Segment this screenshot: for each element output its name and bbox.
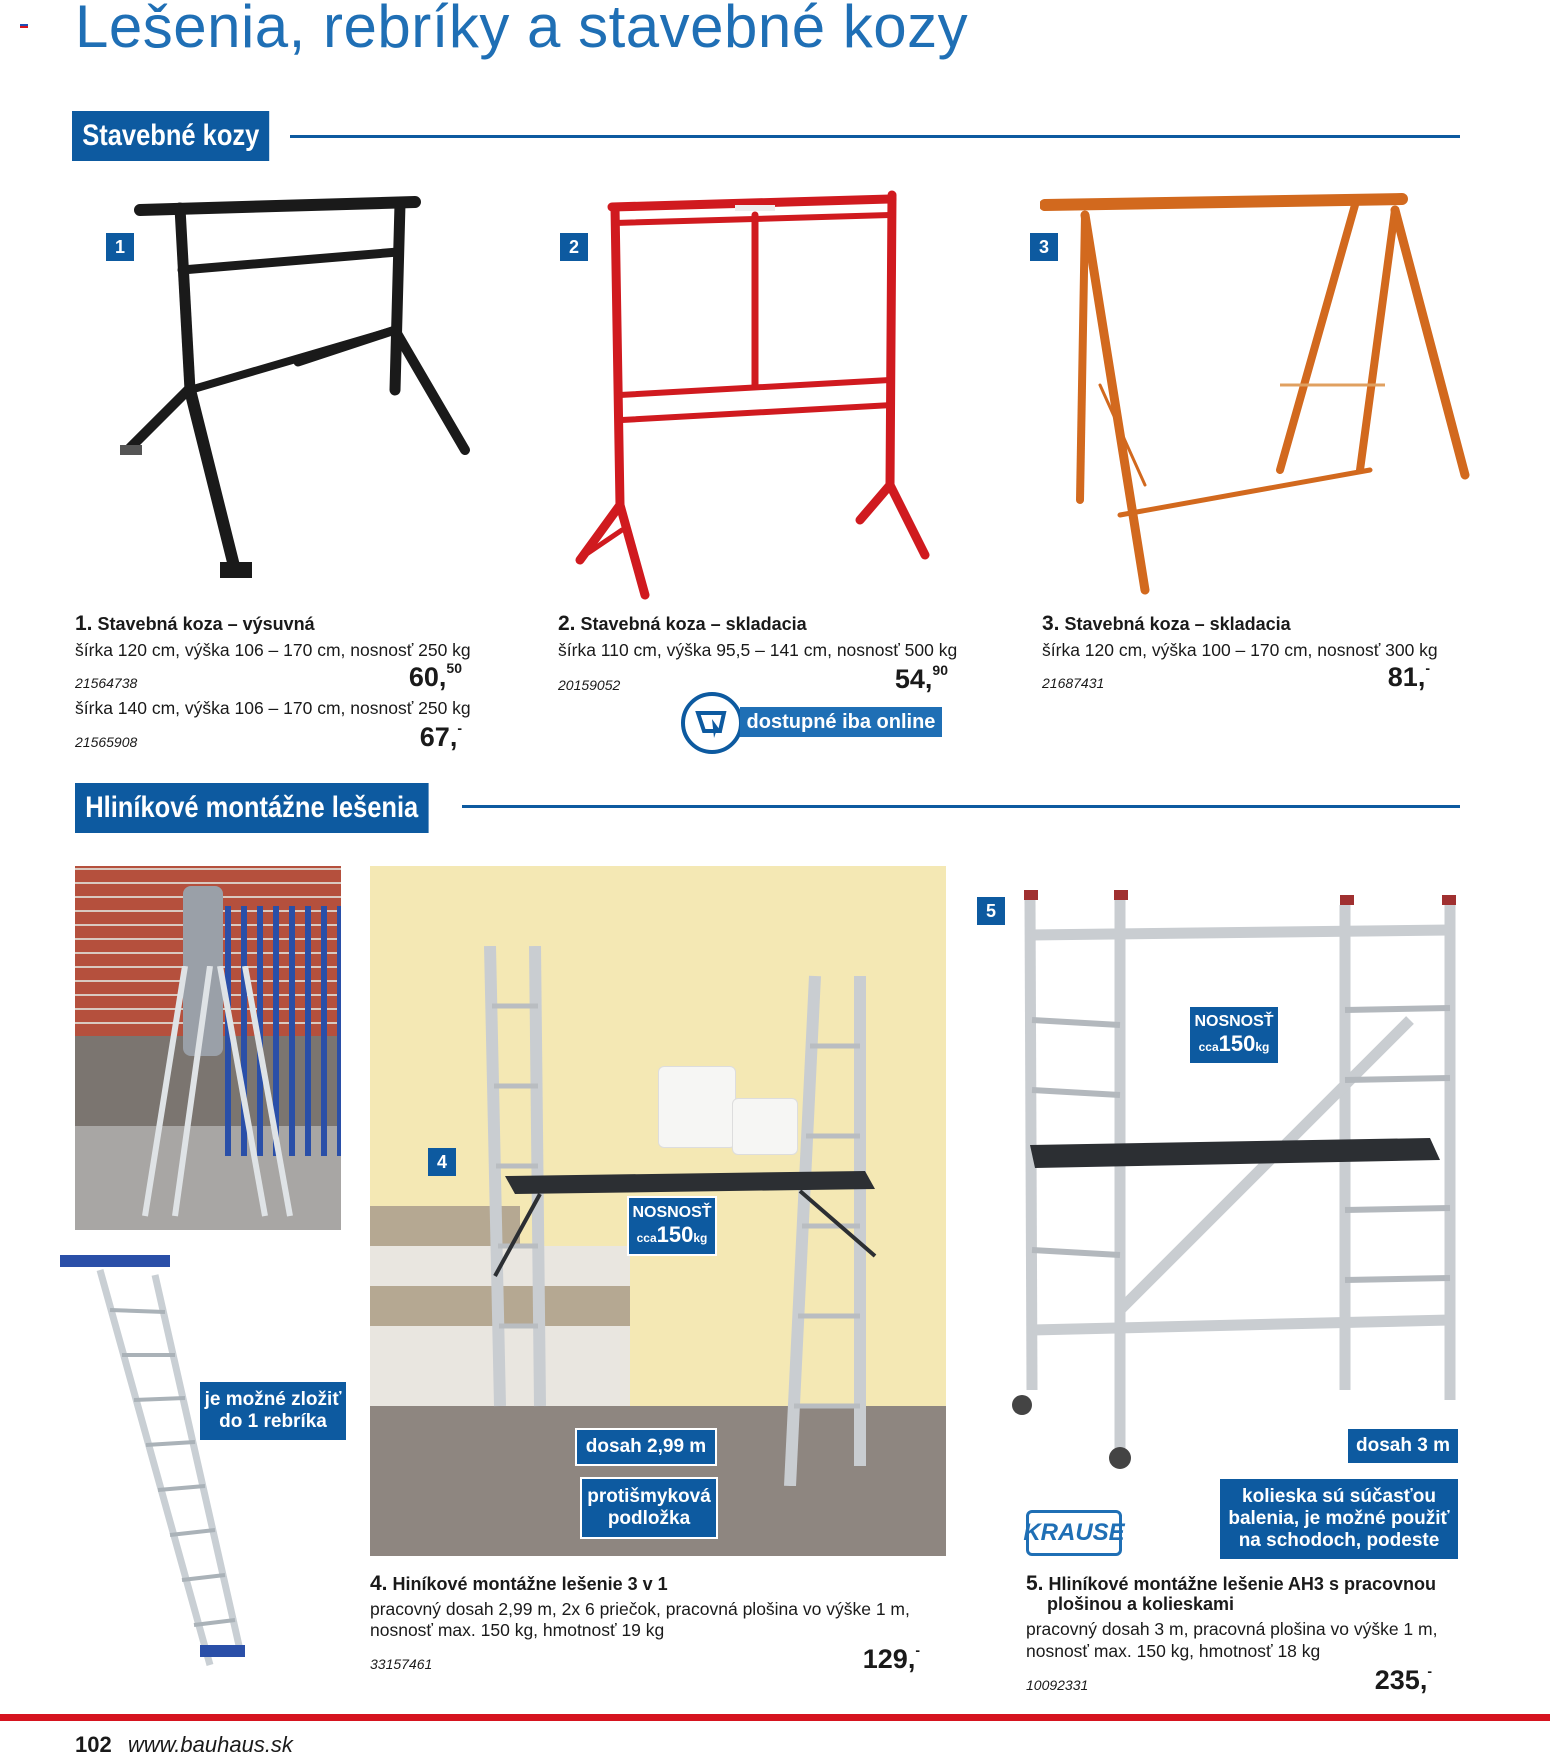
load-badge-5 (1188, 1005, 1280, 1065)
product-5-number: 5. (1026, 1572, 1044, 1595)
price-main: 54, (894, 664, 933, 694)
product-2-number: 2. (558, 612, 576, 635)
product-2-sku: 20159052 (558, 677, 621, 693)
price-cents: 50 (446, 660, 462, 676)
product-4-spec-line1: pracovný dosah 2,99 m, 2x 6 priečok, pracovná plošina vo výške 1 m, (370, 1599, 910, 1619)
product-2-spec: šírka 110 cm, výška 95,5 – 141 cm, nosnosť 500 kg (558, 640, 958, 660)
product-4-number: 4. (370, 1572, 388, 1595)
product-2-name: Stavebná koza – skladacia (580, 614, 807, 634)
mat-tag-line1: protišmyková (587, 1486, 711, 1508)
trestle-red-image (570, 185, 940, 605)
product-1-sku-b: 21565908 (75, 734, 138, 750)
wheels-tag (1218, 1477, 1460, 1561)
reach-tag-4: dosah 2,99 m (575, 1428, 717, 1466)
reach-tag-5: dosah 3 m (1346, 1427, 1460, 1465)
price-main: 60, (408, 662, 447, 692)
product-5-spec-line1: pracovný dosah 3 m, pracovná plošina vo výške 1 m, (1026, 1619, 1438, 1639)
product-5-spec-line2: nosnosť max. 150 kg, hmotnosť 18 kg (1026, 1641, 1321, 1661)
price-main: 81, (1387, 662, 1426, 692)
product-5-name-line1: Hliníkové montážne lešenie AH3 s pracovnou (1048, 1574, 1436, 1594)
wheels-tag-text (1228, 1486, 1449, 1552)
worker-ladder-photo (75, 866, 341, 1230)
product-4-price (830, 1644, 920, 1675)
folded-ladder-image (60, 1250, 250, 1680)
product-badge-3: 3 (1030, 233, 1058, 261)
product-3-price (1330, 662, 1430, 693)
product-3-sku: 21687431 (1042, 675, 1105, 691)
product-4-sku: 33157461 (370, 1656, 433, 1672)
product-4-spec-line2: nosnosť max. 150 kg, hmotnosť 19 kg (370, 1620, 665, 1640)
fold-tag (198, 1380, 348, 1442)
online-only-label: dostupné iba online (740, 707, 942, 737)
page-number: 102 (75, 1732, 112, 1757)
price-cents: - (915, 1642, 920, 1658)
product-5-sku: 10092331 (1026, 1677, 1089, 1693)
fold-tag-line2: do 1 rebríka (219, 1411, 327, 1432)
product-2-title (558, 612, 807, 636)
wheels-tag-line2: balenia, je možné použiť (1228, 1508, 1450, 1530)
product-5-price (1340, 1665, 1432, 1696)
price-cents: - (457, 720, 462, 736)
load-prefix: cca (1198, 1040, 1219, 1054)
price-main: 129, (862, 1644, 916, 1674)
trestle-black-image (120, 190, 500, 600)
product-4-name: Hiníkové montážne lešenie 3 v 1 (392, 1574, 668, 1594)
section-title-hlinikove-lesenia: Hliníkové montážne lešenia (75, 783, 428, 833)
product-badge-2: 2 (560, 233, 588, 261)
trestle-orange-image (1040, 185, 1480, 605)
load-number: 150 (656, 1222, 694, 1247)
product-badge-1: 1 (106, 233, 134, 261)
load-label: NOSNOSŤ (1194, 1013, 1274, 1030)
website-link[interactable]: www.bauhaus.sk (127, 1732, 293, 1757)
load-label: NOSNOSŤ (632, 1204, 712, 1221)
price-cents: 90 (932, 662, 948, 678)
load-badge-4 (627, 1196, 717, 1256)
price-cents: - (1425, 660, 1430, 676)
load-unit: kg (1255, 1040, 1270, 1054)
product-1-sku-a: 21564738 (75, 675, 138, 691)
product-5-title (1026, 1572, 1436, 1596)
fold-tag-text (205, 1389, 342, 1433)
flag-icon (20, 22, 28, 28)
section-divider (462, 805, 1460, 808)
product-1-price-b (360, 722, 462, 753)
section-divider (290, 135, 1460, 138)
product-5-name-line2: plošinou a kolieskami (1047, 1594, 1235, 1614)
load-value (629, 1222, 715, 1248)
product-3-number: 3. (1042, 612, 1060, 635)
krause-logo: KRAUSE (1026, 1510, 1122, 1556)
load-prefix: cca (636, 1231, 657, 1245)
wheels-tag-line1: kolieska sú súčasťou (1242, 1486, 1436, 1508)
product-1-name: Stavebná koza – výsuvná (97, 614, 315, 634)
mat-tag (580, 1477, 718, 1539)
section-title-stavebne-kozy: Stavebné kozy (72, 111, 270, 161)
product-1-title (75, 612, 315, 636)
fold-tag-line1: je možné zložiť (204, 1389, 342, 1411)
online-cart-icon (681, 692, 743, 754)
footer-red-bar (0, 1714, 1550, 1721)
product-3-name: Stavebná koza – skladacia (1064, 614, 1291, 634)
product-1-spec-b: šírka 140 cm, výška 106 – 170 cm, nosnosť 250 kg (75, 698, 471, 718)
price-cents: - (1427, 1663, 1432, 1679)
footer (75, 1732, 293, 1758)
product-badge-5: 5 (977, 897, 1005, 925)
product-2-price (840, 664, 948, 695)
load-unit: kg (693, 1231, 708, 1245)
load-value (1190, 1031, 1278, 1057)
load-number: 150 (1218, 1031, 1256, 1056)
price-main: 235, (1374, 1665, 1428, 1695)
product-badge-4: 4 (428, 1148, 456, 1176)
product-3-title (1042, 612, 1291, 636)
product-1-number: 1. (75, 612, 93, 635)
product-1-spec-a: šírka 120 cm, výška 106 – 170 cm, nosnosť 250 kg (75, 640, 471, 660)
product-4-title (370, 1572, 668, 1596)
product-1-price-a (360, 662, 462, 693)
price-main: 67, (419, 722, 458, 752)
wheels-tag-line3: na schodoch, podeste (1238, 1529, 1440, 1551)
mat-tag-line2: podložka (607, 1508, 691, 1529)
page-title: Lešenia, rebríky a stavebné kozy (75, 0, 969, 60)
mat-tag-text (587, 1486, 711, 1530)
scaffold-ah3-image (1010, 890, 1460, 1470)
product-3-spec: šírka 120 cm, výška 100 – 170 cm, nosnosť 300 kg (1042, 640, 1438, 660)
